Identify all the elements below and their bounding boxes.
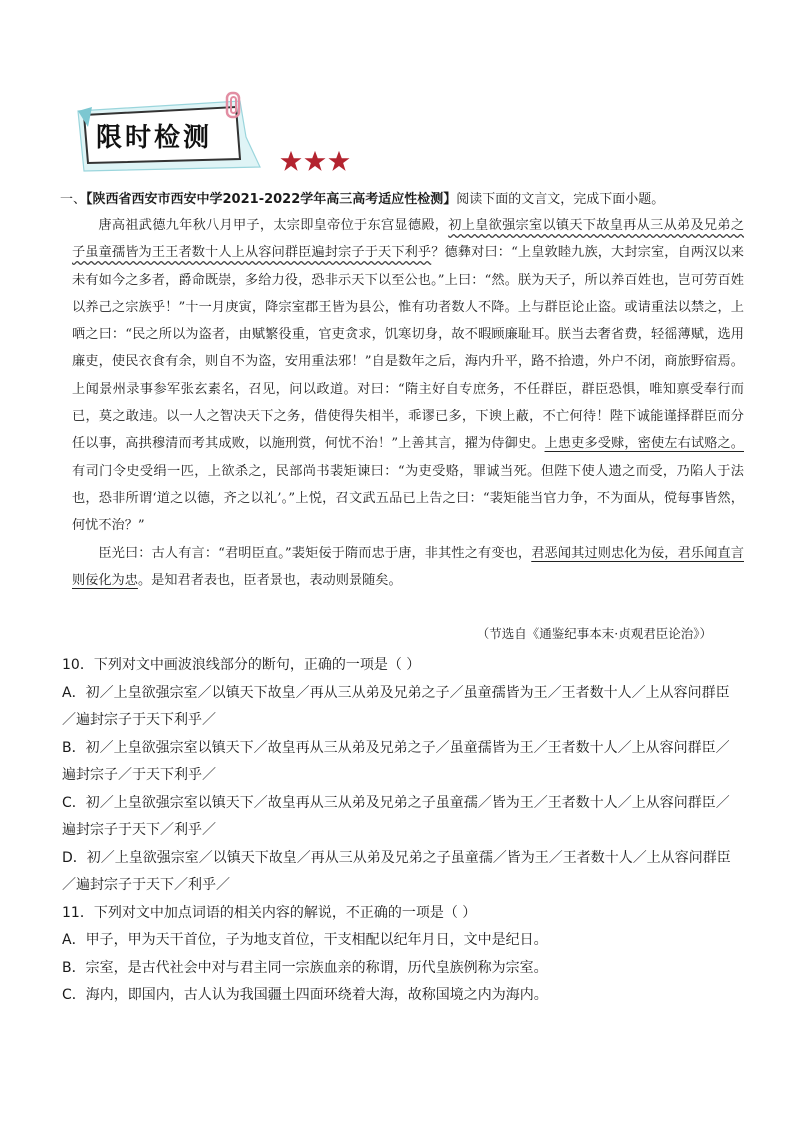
wavy-underlined-text: 初上皇欲强宗室以镇天下故皇再从三从弟及兄弟之子虽童孺皆为王王者数十人上从容问群臣遍封宗子于天下利乎 bbox=[72, 218, 745, 261]
intro-instruction: 阅读下面的文言文，完成下面小题。 bbox=[456, 192, 665, 207]
difficulty-stars bbox=[280, 150, 350, 176]
intro-source: 【陕西省西安市西安中学2021-2022学年高三高考适应性检测】 bbox=[86, 192, 457, 207]
question-11-stem: 11．下列对文中加点词语的相关内容的解说，不正确的一项是（ ） bbox=[62, 904, 477, 921]
passage-paragraph-2 bbox=[72, 540, 744, 595]
question-10-option-a: A．初／上皇欲强宗室／以镇天下故皇／再从三从弟及兄弟之子／虽童孺皆为王／王者数十人／上从容问群臣／遍封宗子于天下利乎／ bbox=[62, 684, 730, 728]
question-10-option-c: C．初／上皇欲强宗室以镇天下／故皇再从三从弟及兄弟之子虽童孺／皆为王／王者数十人／上从容问群臣／遍封宗子于天下／利乎／ bbox=[62, 794, 730, 838]
underlined-sentence: 上患吏多受赇，密使左右试赂之。 bbox=[544, 436, 744, 452]
passage-text: 。是知君者表也，臣者景也，表动则景随矣。 bbox=[137, 572, 402, 588]
intro-prefix: 一、 bbox=[60, 192, 87, 207]
passage-text: ？德彝对曰：“上皇敦睦九族，大封宗室，自两汉以来未有如今之多者，爵命既崇，多给力役，恐非示天下以至公也。”上曰：“然。朕为天子，所以养百姓也，岂可劳百姓以养己之宗族乎！”十一月庚寅，降宗室郡王皆为县公，惟有功者数人不降。上与群臣论止盗。或请重法以禁之，上哂之曰：“民之所以为盗者，由赋繁役重，官吏贪求，饥寒切身，故不暇顾廉耻耳。朕当去奢省费，轻徭薄赋，选用廉吏，使民衣食有余，则自不为盗，安用重法邪！”自是数年之后，海内升平，路不拾遗，外户不闭，商旅野宿焉。上闻景州录事参军张玄素名，召见，问以政道。对曰：“隋主好自专庶务，不任群臣，群臣恐惧，唯知禀受奉行而已，莫之敢违。以一人之智决天下之务，借使得失相半，乖谬已多，下谀上蔽，不亡何待！陛下诚能谨择群臣而分任以事，高拱穆清而考其成败，以施刑赏，何忧不治！”上善其言，擢为侍御史。 bbox=[72, 245, 744, 452]
passage-text: 臣光曰：古人有言：“君明臣直。”裴矩佞于隋而忠于唐，非其性之有变也， bbox=[98, 545, 532, 561]
question-11-option-a: A．甲子，甲为天干首位，子为地支首位，干支相配以纪年月日，文中是纪日。 bbox=[62, 932, 548, 948]
section-banner bbox=[74, 97, 264, 177]
passage-text: 有司门令史受绢一匹，上欲杀之，民部尚书裴矩谏曰：“为吏受赂，罪诚当死。但陛下使人遗之而受，乃陷人于法也，恐非所谓‘道之以德，齐之以礼’。”上悦，召文武五品已上告之曰：“裴矩能当官力争，不为面从，傥每事皆然，何忧不治？” bbox=[72, 463, 744, 534]
star-icon bbox=[328, 150, 350, 172]
question-list bbox=[62, 652, 742, 1010]
underlined-sentence: 君恶闻其过则忠化为佞，君乐闻直言则佞化为忠 bbox=[72, 545, 744, 588]
star-icon bbox=[304, 150, 326, 172]
passage-citation: （节选自《通鉴纪事本末·贞观君臣论治》） bbox=[476, 626, 712, 641]
paperclip-icon bbox=[224, 91, 244, 121]
question-10-stem: 10．下列对文中画波浪线部分的断句，正确的一项是（ ） bbox=[62, 657, 421, 673]
star-icon bbox=[280, 150, 302, 172]
passage-text: 唐高祖武德九年秋八月甲子，太宗即皇帝位于东宫显德殿， bbox=[98, 218, 449, 233]
banner-title: 限时检测 bbox=[96, 123, 213, 153]
question-11-option-b: B．宗室，是古代社会中对与君主同一宗族血亲的称谓，历代皇族例称为宗室。 bbox=[62, 959, 548, 976]
classical-passage bbox=[72, 212, 744, 594]
passage-paragraph-1 bbox=[72, 212, 744, 540]
question-10-option-b: B．初／上皇欲强宗室以镇天下／故皇再从三从弟及兄弟之子／虽童孺皆为王／王者数十人／上从容问群臣／遍封宗子／于天下利乎／ bbox=[62, 739, 730, 783]
question-intro bbox=[60, 190, 750, 210]
question-10-option-d: D．初／上皇欲强宗室／以镇天下故皇／再从三从弟及兄弟之子虽童孺／皆为王／王者数十人／上从容问群臣／遍封宗子于天下／利乎／ bbox=[62, 849, 731, 893]
question-11-option-c: C．海内，即国内，古人认为我国疆土四面环绕着大海，故称国境之内为海内。 bbox=[62, 987, 548, 1003]
